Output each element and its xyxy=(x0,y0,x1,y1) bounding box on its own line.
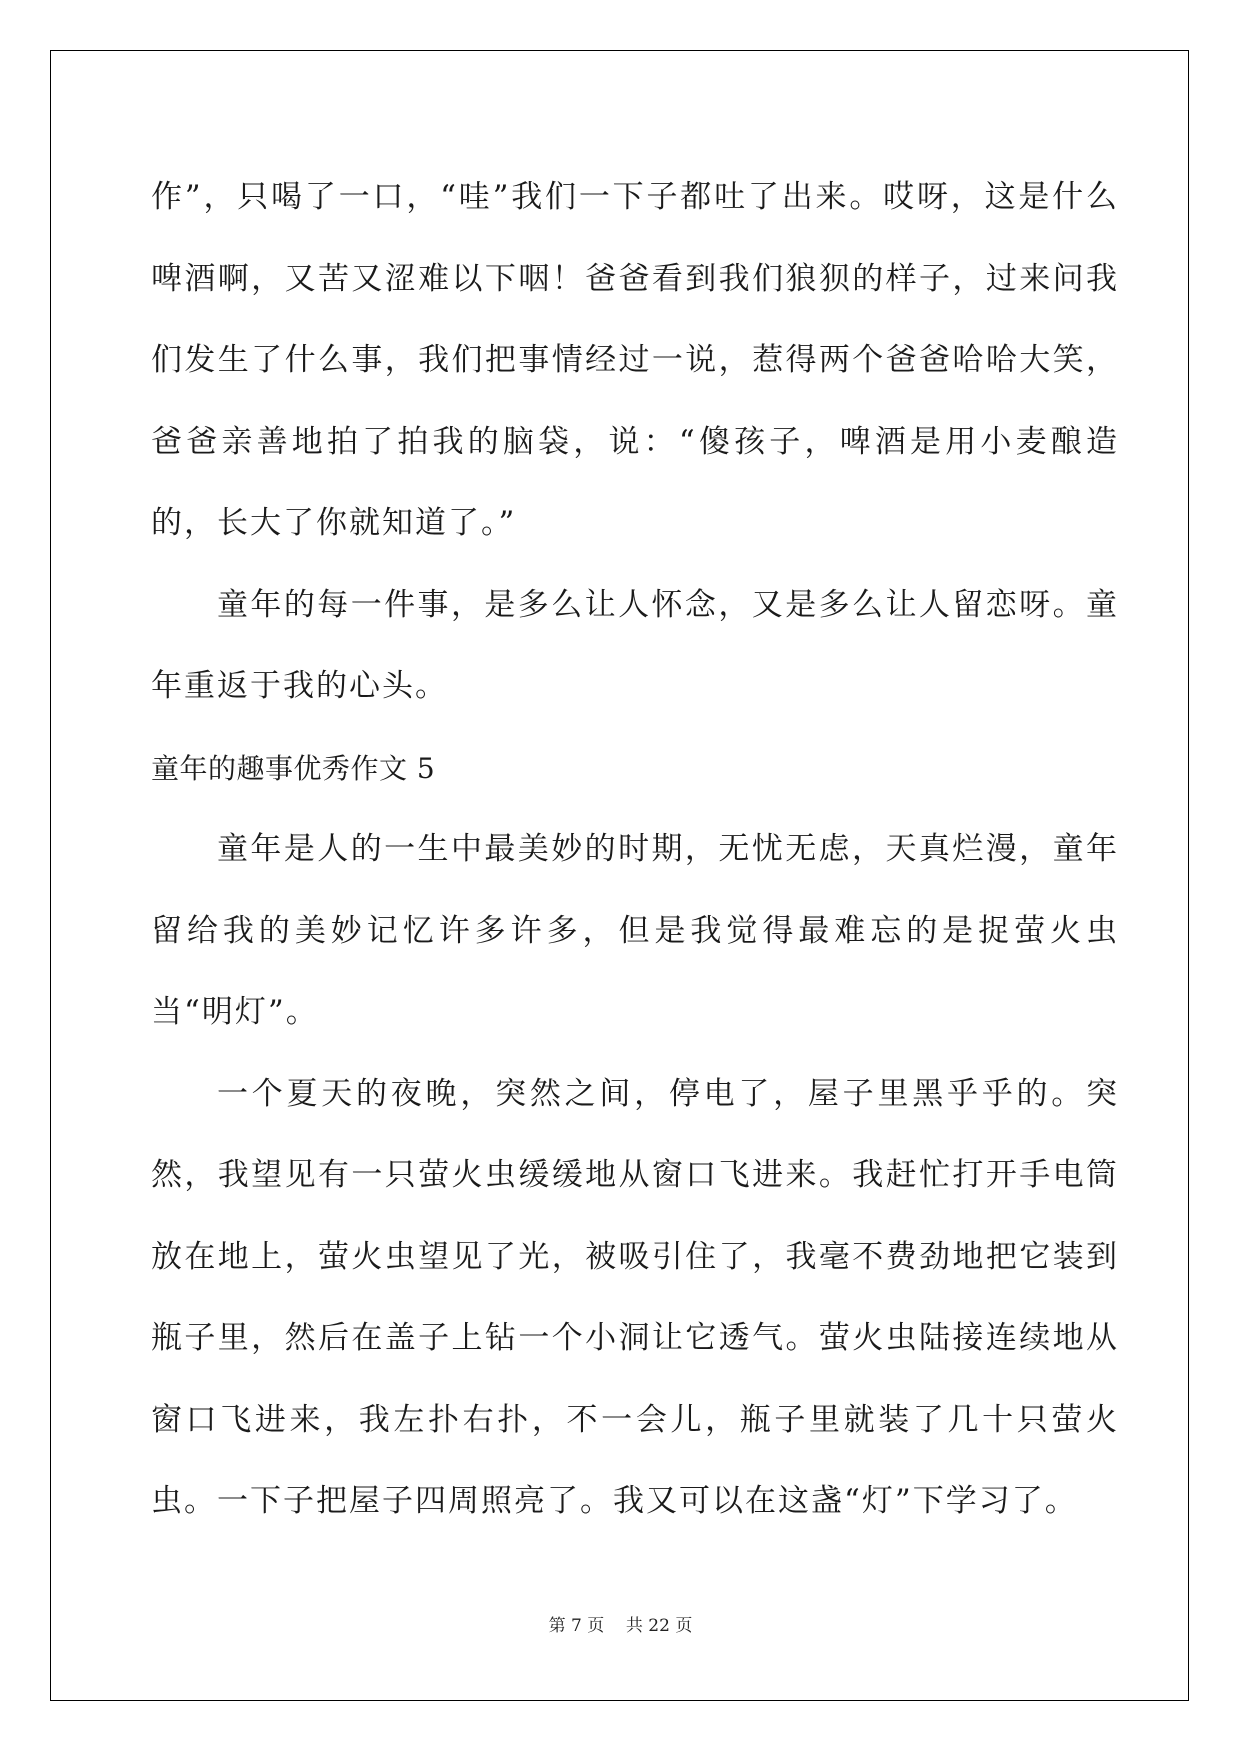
paragraph-intro-fireflies: 童年是人的一生中最美妙的时期，无忧无虑，天真烂漫，童年留给我的美妙记忆许多许多，但是我觉得最难忘的是捉萤火虫当“明灯”。 xyxy=(151,831,1119,1030)
paragraph-childhood-memory: 童年的每一件事，是多么让人怀念，又是多么让人留恋呀。童年重返于我的心头。 xyxy=(151,586,1119,704)
paragraph-continuation: 作”，只喝了一口，“哇”我们一下子都吐了出来。哎呀，这是什么啤酒啊，又苦又涩难以下咽！爸爸看到我们狼狈的样子，过来问我们发生了什么事，我们把事情经过一说，惹得两个爸爸哈哈大笑，爸爸亲善地拍了拍我的脑袋，说：“傻孩子，啤酒是用小麦酿造的，长大了你就知道了。” xyxy=(151,179,1119,541)
page-footer xyxy=(0,1614,1241,1638)
document-body xyxy=(151,157,1119,1543)
page-total: 共 22 页 xyxy=(625,1616,693,1636)
footer-gap xyxy=(604,1616,626,1636)
paragraph-summer-night: 一个夏天的夜晚，突然之间，停电了，屋子里黑乎乎的。突然，我望见有一只萤火虫缓缓地从窗口飞进来。我赶忙打开手电筒放在地上，萤火虫望见了光，被吸引住了，我毫不费劲地把它装到瓶子里，然后在盖子上钻一个小洞让它透气。萤火虫陆接连续地从窗口飞进来，我左扑右扑，不一会儿，瓶子里就装了几十只萤火虫。一下子把屋子四周照亮了。我又可以在这盏“灯”下学习了。 xyxy=(151,1075,1119,1519)
page-number: 第 7 页 xyxy=(548,1616,605,1636)
section-heading: 童年的趣事优秀作文 5 xyxy=(151,751,436,785)
